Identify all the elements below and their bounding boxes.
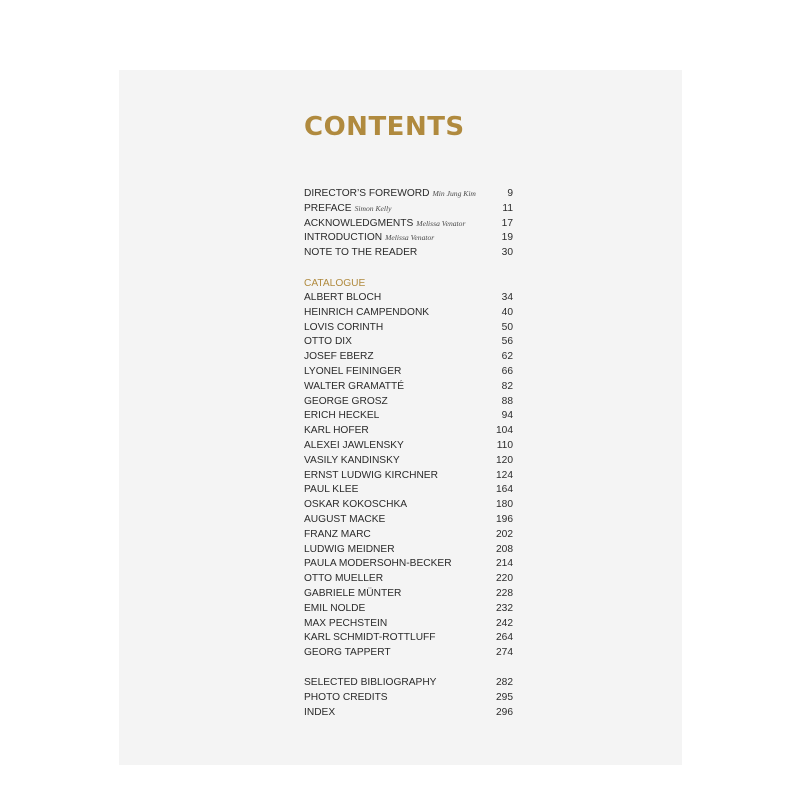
toc-entry-label — [304, 557, 452, 572]
toc-entry-author: Melissa Venator — [385, 233, 435, 243]
toc-entry-label — [304, 202, 391, 217]
toc-entry — [304, 395, 513, 410]
toc-entry-page-number: 124 — [496, 469, 513, 481]
toc-entry-label — [304, 572, 383, 587]
toc-entry-page-number: 66 — [501, 365, 513, 377]
toc-entry-title: FRANZ MARC — [304, 528, 371, 540]
catalogue-list — [304, 291, 513, 661]
toc-entry-page-number: 40 — [501, 306, 513, 318]
toc-entry-title: OSKAR KOKOSCHKA — [304, 499, 408, 511]
toc-entry-title: ALBERT BLOCH — [304, 292, 382, 303]
toc-entry-page-number: 104 — [496, 425, 513, 437]
toc-entry-label — [304, 617, 387, 632]
toc-entry — [304, 439, 513, 454]
toc-entry — [304, 498, 513, 513]
toc-entry-label — [304, 365, 401, 380]
toc-entry-label — [304, 187, 476, 202]
toc-entry-page-number: 88 — [501, 395, 513, 407]
toc-entry-label — [304, 395, 388, 410]
toc-entry — [304, 350, 513, 365]
toc-entry-page-number: 196 — [496, 513, 513, 525]
toc-entry — [304, 676, 513, 691]
toc-entry-label — [304, 706, 335, 721]
toc-entry-label — [304, 483, 358, 498]
toc-entry — [304, 528, 513, 543]
toc-entry — [304, 631, 513, 646]
page-title: CONTENTS — [304, 112, 465, 142]
toc-entry-page-number: 9 — [507, 188, 513, 199]
back-matter-list — [304, 676, 513, 720]
toc-entry — [304, 187, 513, 202]
toc-entry-page-number: 242 — [496, 617, 513, 629]
toc-entry-title: SELECTED BIBLIOGRAPHY — [304, 677, 437, 688]
toc-entry-page-number: 208 — [496, 543, 513, 555]
toc-entry-label — [304, 631, 436, 646]
toc-entry-page-number: 214 — [496, 558, 513, 570]
toc-entry — [304, 217, 513, 232]
toc-entry-label — [304, 424, 369, 439]
toc-entry-label — [304, 291, 381, 306]
toc-entry-author: Simon Kelly — [354, 203, 392, 213]
toc-entry-label — [304, 409, 379, 424]
toc-entry-label — [304, 498, 407, 513]
toc-entry — [304, 246, 513, 261]
toc-entry — [304, 483, 513, 498]
toc-entry-title: MAX PECHSTEIN — [304, 617, 388, 629]
toc-entry — [304, 380, 513, 395]
toc-entry-page-number: 120 — [496, 454, 513, 466]
toc-entry-label — [304, 691, 388, 706]
toc-entry-page-number: 17 — [501, 217, 513, 229]
toc-entry-author: Min Jung Kim — [432, 189, 476, 198]
toc-entry-label — [304, 469, 438, 484]
toc-entry — [304, 513, 513, 528]
toc-entry-title: EMIL NOLDE — [304, 602, 366, 614]
toc-entry-title: NOTE TO THE READER — [304, 247, 418, 259]
toc-entry-page-number: 34 — [501, 292, 513, 303]
toc-entry-label — [304, 246, 417, 261]
toc-entry-title: OTTO DIX — [304, 336, 352, 348]
toc-entry-page-number: 56 — [501, 336, 513, 348]
toc-entry-title: GEORGE GROSZ — [304, 395, 388, 407]
toc-entry — [304, 543, 513, 558]
toc-entry-label — [304, 231, 434, 246]
toc-entry — [304, 306, 513, 321]
toc-entry-title: LOVIS CORINTH — [304, 321, 384, 333]
toc-entry-title: PHOTO CREDITS — [304, 691, 388, 703]
toc-entry-author: Melissa Venator — [416, 218, 466, 228]
toc-entry — [304, 572, 513, 587]
toc-entry-title: GABRIELE MÜNTER — [304, 587, 402, 599]
toc-entry-page-number: 82 — [501, 380, 513, 392]
toc-entry-page-number: 19 — [501, 232, 513, 244]
toc-entry-page-number: 264 — [496, 632, 513, 644]
toc-entry-title: WALTER GRAMATTÉ — [304, 380, 404, 392]
toc-entry-title: LUDWIG MEIDNER — [304, 543, 395, 555]
toc-entry-page-number: 228 — [496, 587, 513, 599]
toc-entry-label — [304, 306, 429, 321]
toc-entry — [304, 454, 513, 469]
toc-entry-title: ERNST LUDWIG KIRCHNER — [304, 469, 438, 481]
toc-entry — [304, 646, 513, 661]
toc-entry-label — [304, 587, 401, 602]
toc-entry — [304, 587, 513, 602]
toc-entry-title: GEORG TAPPERT — [304, 647, 391, 659]
toc-entry-page-number: 220 — [496, 573, 513, 585]
toc-entry-page-number: 110 — [496, 439, 513, 451]
toc-entry — [304, 231, 513, 246]
toc-entry-title: ACKNOWLEDGMENTS — [304, 217, 414, 229]
toc-entry-label — [304, 454, 400, 469]
toc-entry — [304, 691, 513, 706]
toc-entry — [304, 469, 513, 484]
toc-entry-title: OTTO MUELLER — [304, 573, 384, 585]
front-matter-list — [304, 187, 513, 261]
toc-entry-label — [304, 350, 374, 365]
toc-entry — [304, 424, 513, 439]
toc-entry-label — [304, 676, 436, 691]
toc-entry-title: AUGUST MACKE — [304, 513, 386, 525]
toc-entry-label — [304, 543, 395, 558]
toc-entry-page-number: 202 — [496, 528, 513, 540]
toc-entry-title: PREFACE — [304, 202, 352, 214]
toc-entry-label — [304, 439, 404, 454]
toc-entry-page-number: 50 — [501, 321, 513, 333]
toc-entry-title: PAULA MODERSOHN-BECKER — [304, 558, 452, 570]
toc-entry-page-number: 296 — [496, 706, 513, 718]
toc-entry-label — [304, 321, 383, 336]
toc-entry-page-number: 11 — [502, 202, 513, 214]
toc-entry-title: INTRODUCTION — [304, 232, 383, 244]
toc-entry-title: LYONEL FEININGER — [304, 365, 402, 377]
toc-entry-title: KARL SCHMIDT-ROTTLUFF — [304, 632, 436, 644]
toc-entry-page-number: 295 — [496, 691, 513, 703]
toc-entry-page-number: 274 — [496, 647, 513, 659]
toc-entry-title: PAUL KLEE — [304, 484, 359, 496]
toc-entry-page-number: 180 — [496, 499, 513, 511]
toc-entry — [304, 335, 513, 350]
toc-entry-title: VASILY KANDINSKY — [304, 454, 400, 466]
toc-entry-label — [304, 528, 371, 543]
toc-entry — [304, 365, 513, 380]
toc-entry — [304, 602, 513, 617]
toc-entry-label — [304, 602, 365, 617]
toc-entry — [304, 409, 513, 424]
toc-entry-title: DIRECTOR’S FOREWORD — [304, 188, 430, 199]
toc-entry-page-number: 282 — [496, 677, 513, 688]
toc-entry-page-number: 94 — [501, 410, 513, 422]
toc-entry-title: ALEXEI JAWLENSKY — [304, 439, 404, 451]
toc-entry-page-number: 164 — [496, 484, 513, 496]
toc-entry-label — [304, 513, 385, 528]
toc-entry-page-number: 232 — [496, 602, 513, 614]
toc-entry-label — [304, 217, 465, 232]
toc-entry-label — [304, 380, 404, 395]
toc-entry-title: INDEX — [304, 706, 336, 718]
catalogue-heading: CATALOGUE — [304, 278, 366, 289]
toc-entry — [304, 706, 513, 721]
toc-entry-label — [304, 335, 352, 350]
toc-entry — [304, 321, 513, 336]
toc-entry-title: JOSEF EBERZ — [304, 351, 374, 363]
toc-entry — [304, 557, 513, 572]
toc-entry — [304, 291, 513, 306]
toc-entry — [304, 202, 513, 217]
toc-entry-page-number: 62 — [501, 351, 513, 363]
toc-entry-label — [304, 646, 391, 661]
toc-entry — [304, 617, 513, 632]
toc-entry-page-number: 30 — [501, 247, 513, 259]
toc-entry-title: HEINRICH CAMPENDONK — [304, 306, 430, 318]
toc-entry-title: KARL HOFER — [304, 425, 369, 437]
toc-entry-title: ERICH HECKEL — [304, 410, 380, 422]
